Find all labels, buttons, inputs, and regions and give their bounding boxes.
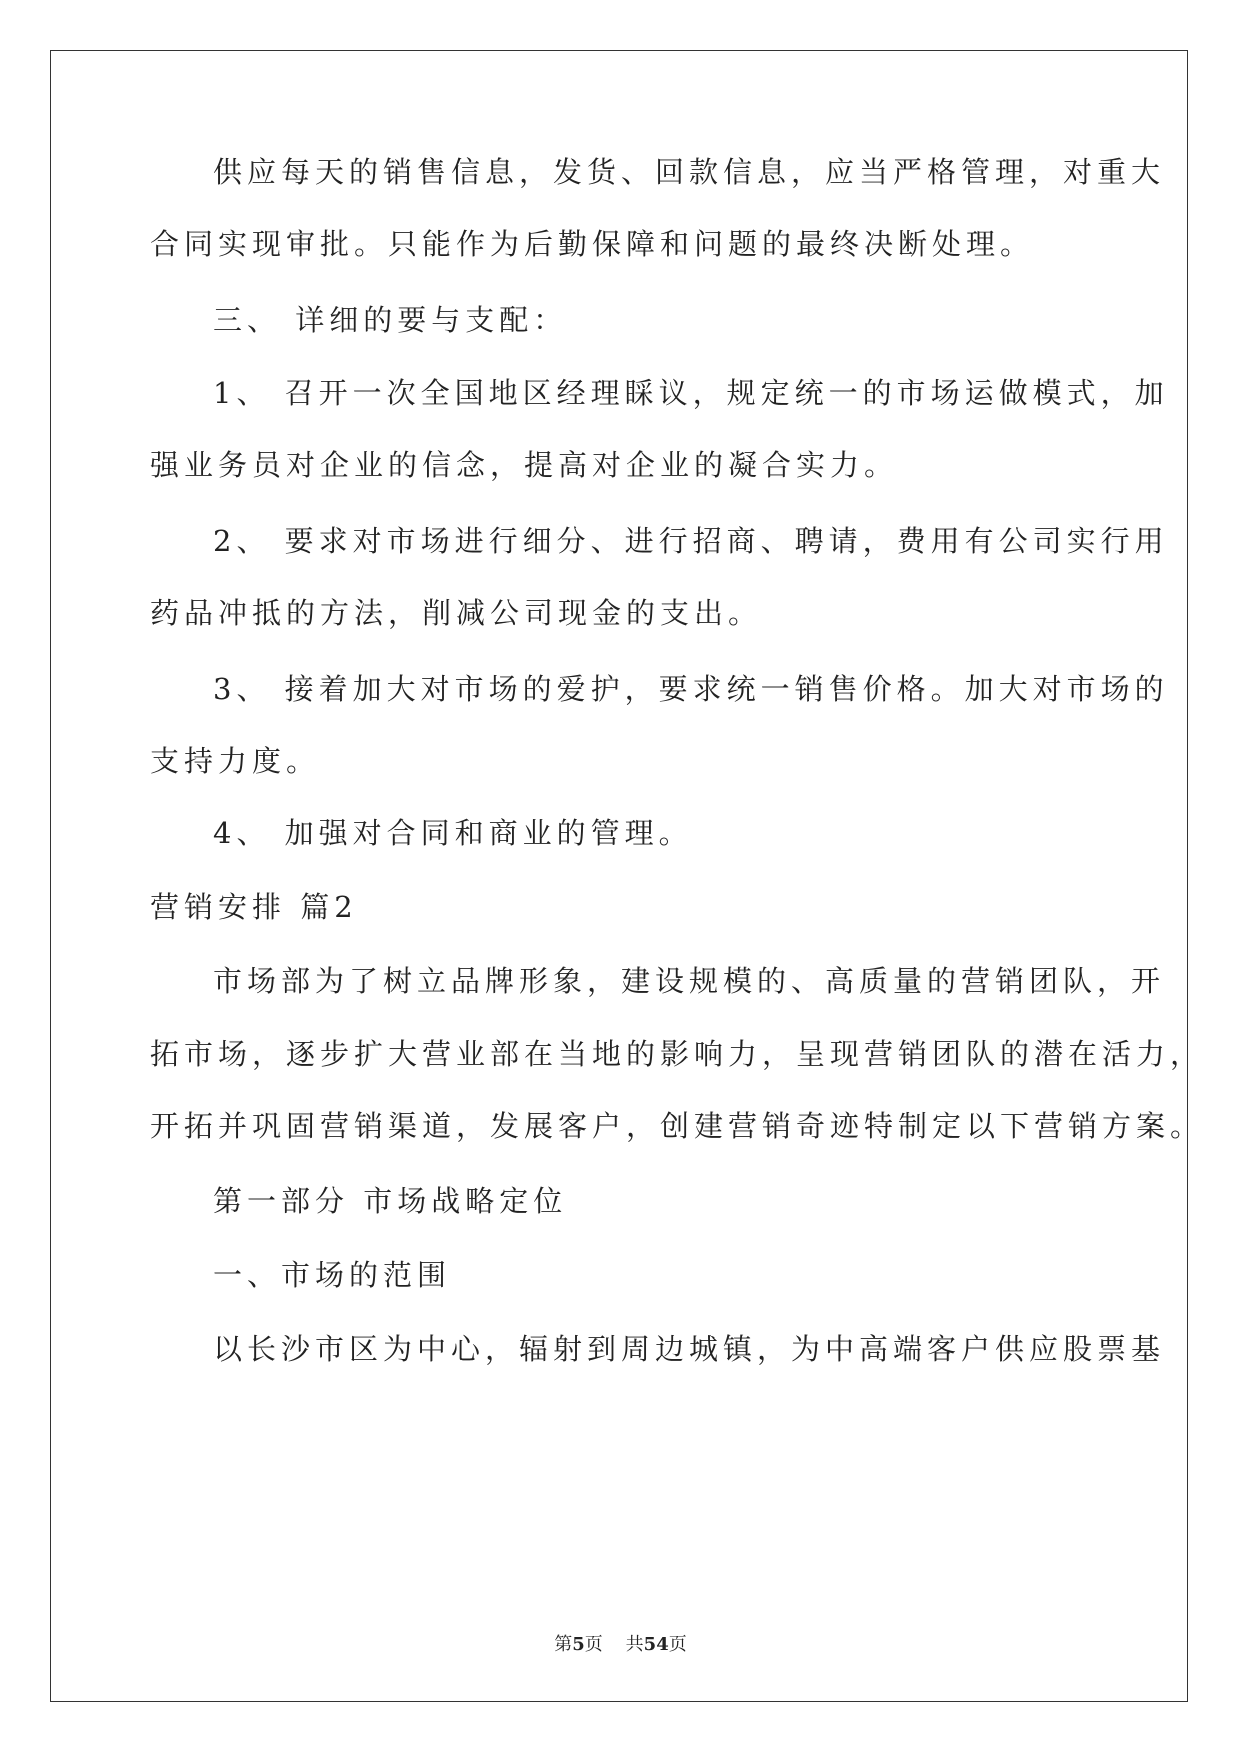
paragraph-line: 供应每天的销售信息，发货、回款信息，应当严格管理，对重大 [213, 155, 1166, 189]
list-item: 2、 要求对市场进行细分、进行招商、聘请，费用有公司实行用 [213, 524, 1169, 558]
page-number: 5 [572, 1634, 585, 1655]
subsection-heading: 一、市场的范围 [213, 1258, 452, 1292]
list-item: 3、 接着加大对市场的爱护，要求统一销售价格。加大对市场的 [213, 672, 1169, 706]
list-item: 1、 召开一次全国地区经理睬议，规定统一的市场运做模式，加 [213, 376, 1169, 410]
paragraph-line: 药品冲抵的方法，削减公司现金的支出。 [150, 596, 763, 630]
section-heading: 第一部分 市场战略定位 [213, 1184, 568, 1218]
paragraph-line: 开拓并巩固营销渠道，发展客户，创建营销奇迹特制定以下营销方案。 [150, 1109, 1205, 1143]
paragraph-line: 市场部为了树立品牌形象，建设规模的、高质量的营销团队，开 [213, 964, 1166, 998]
paragraph-line: 合同实现审批。只能作为后勤保障和问题的最终决断处理。 [150, 227, 1035, 261]
section-heading: 三、 详细的要与支配： [213, 303, 568, 337]
page-border [50, 50, 1188, 1702]
paragraph-line: 支持力度。 [150, 744, 321, 778]
list-item: 4、 加强对合同和商业的管理。 [213, 816, 693, 850]
paragraph-line: 拓市场，逐步扩大营业部在当地的影响力，呈现营销团队的潜在活力， [150, 1037, 1205, 1071]
page-label-prefix: 第 [554, 1634, 573, 1655]
total-label-prefix: 共 [625, 1634, 644, 1655]
paragraph-line: 以长沙市区为中心，辐射到周边城镇，为中高端客户供应股票基 [213, 1332, 1166, 1366]
total-pages: 54 [643, 1634, 669, 1655]
article-heading: 营销安排 篇2 [150, 890, 358, 924]
paragraph-line: 强业务员对企业的信念，提高对企业的凝合实力。 [150, 448, 899, 482]
total-label-suffix: 页 [668, 1634, 687, 1655]
page-label-suffix: 页 [584, 1634, 603, 1655]
page-footer [0, 1630, 1241, 1656]
